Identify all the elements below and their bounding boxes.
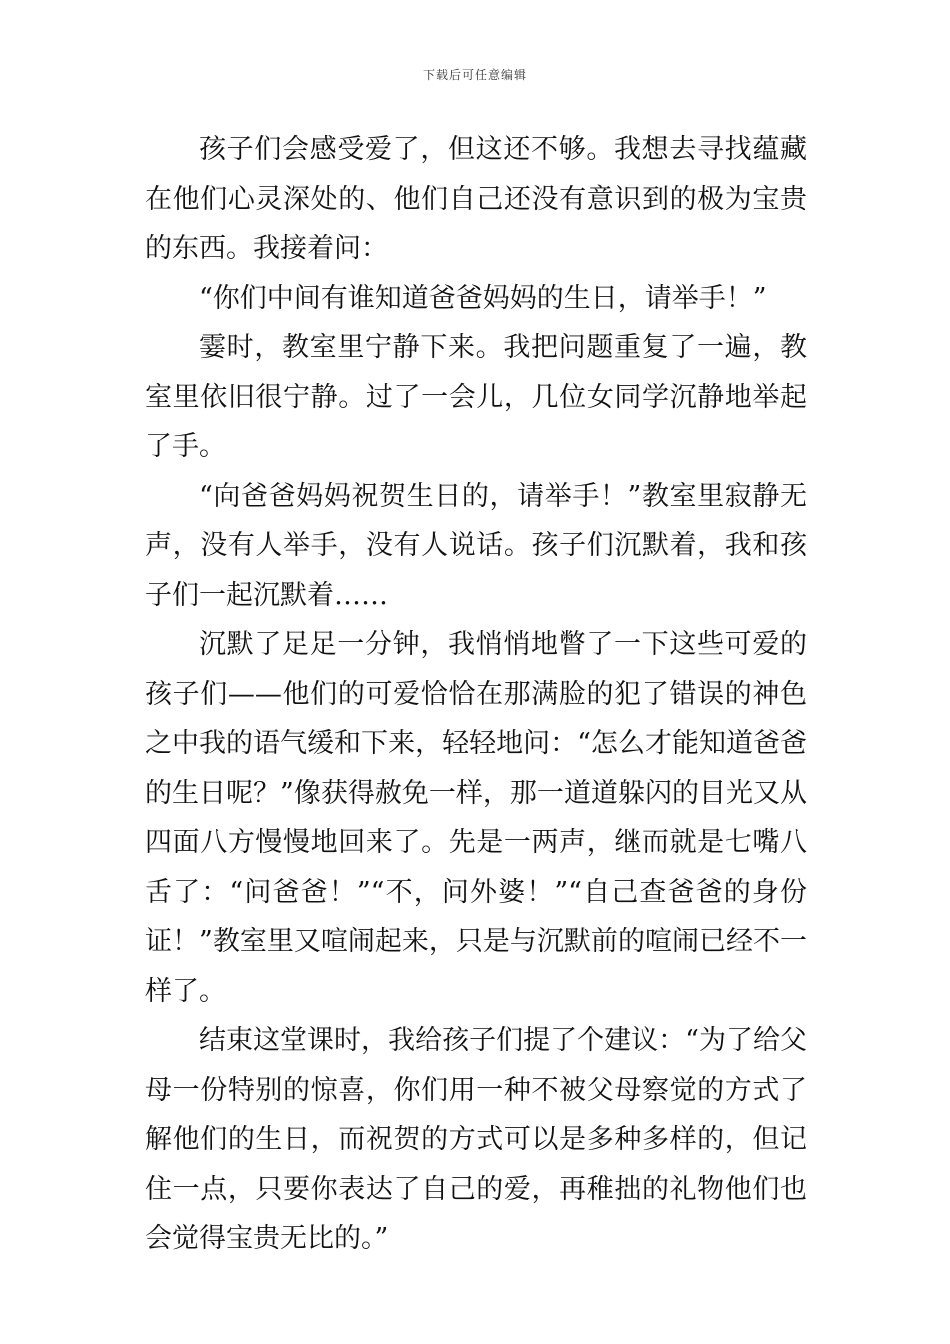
- paragraph-1: 孩子们会感受爱了，但这还不够。我想去寻找蕴藏在他们心灵深处的、他们自己还没有意识到的极为宝贵的东西。我接着问：: [145, 134, 807, 264]
- document-body: [145, 125, 807, 1264]
- paragraph-5: 沉默了足足一分钟，我悄悄地瞥了一下这些可爱的孩子们——他们的可爱恰恰在那满脸的犯了错误的神色之中我的语气缓和下来，轻轻地问：“怎么才能知道爸爸的生日呢？”像获得赦免一样，那一道道躲闪的目光又从四面八方慢慢地回来了。先是一两声，继而就是七嘴八舌了：“问爸爸！”“不，问外婆！”“自己查爸爸的身份证！”教室里又喧闹起来，只是与沉默前的喧闹已经不一样了。: [145, 629, 807, 1007]
- page-header-note: 下载后可任意编辑: [422, 68, 527, 82]
- paragraph-4: “向爸爸妈妈祝贺生日的，请举手！”教室里寂静无声，没有人举手，没有人说话。孩子们沉默着，我和孩子们一起沉默着……: [145, 480, 807, 611]
- paragraph-2: “你们中间有谁知道爸爸妈妈的生日，请举手！”: [199, 282, 767, 314]
- paragraph-6: 结束这堂课时，我给孩子们提了个建议：“为了给父母一份特别的惊喜，你们用一种不被父母察觉的方式了解他们的生日，而祝贺的方式可以是多种多样的，但记住一点，只要你表达了自己的爱，再稚拙的礼物他们也会觉得宝贵无比的。”: [145, 1025, 807, 1254]
- paragraph-3: 霎时，教室里宁静下来。我把问题重复了一遍，教室里依旧很宁静。过了一会儿，几位女同学沉静地举起了手。: [145, 332, 807, 462]
